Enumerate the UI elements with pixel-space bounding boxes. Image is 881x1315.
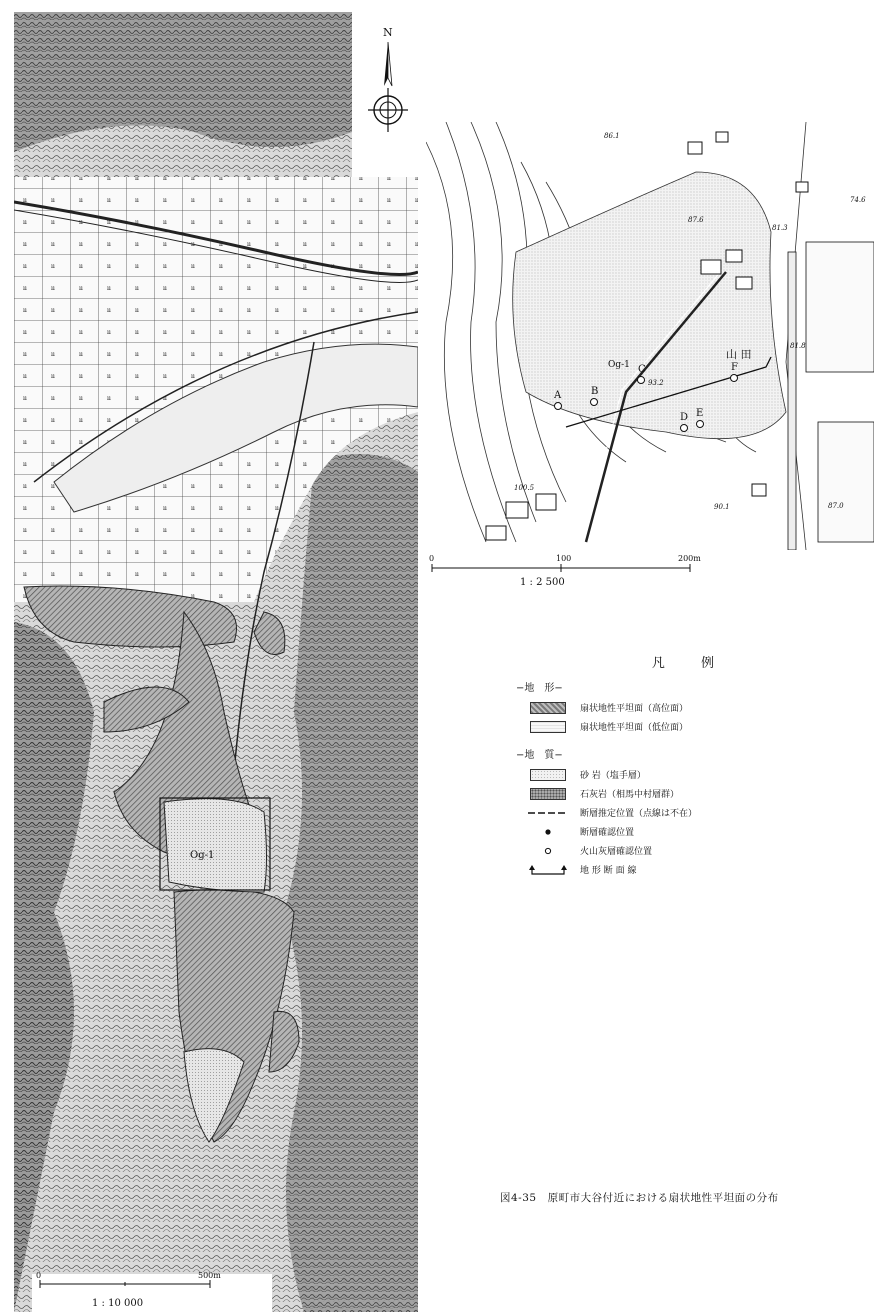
legend-item-volcanic-ash: [516, 841, 856, 860]
legend-label: 砂 岩（塩手層）: [580, 771, 646, 781]
legend-item-fault-inferred: [516, 803, 856, 822]
elev-label: 81.3: [772, 224, 788, 232]
inset-scale-mid: 100: [556, 554, 572, 563]
elev-label: 100.5: [514, 484, 535, 492]
elev-label: 87.6: [688, 216, 704, 224]
legend-item-section-line: [516, 860, 856, 879]
high-fan-swatch-icon: [530, 702, 566, 714]
main-scale-ratio: 1 : 10 000: [92, 1298, 144, 1309]
legend-terrain-header: −地 形−: [516, 683, 563, 694]
figure-caption: 図4-35 原町市大谷付近における扇状地性平坦面の分布: [500, 1192, 779, 1204]
elev-label: 93.2: [648, 379, 664, 387]
point-label-a: A: [554, 390, 562, 401]
inset-place-label: 山 田: [726, 348, 752, 361]
elev-label: 74.6: [850, 196, 866, 204]
inset-scale-bar: [426, 552, 716, 592]
point-label-b: B: [591, 386, 599, 397]
legend-item-sandstone: [516, 765, 856, 784]
main-map-og1-label: Og-1: [190, 850, 215, 861]
point-label-c: C: [638, 364, 646, 375]
limestone-swatch-icon: [530, 788, 566, 800]
legend-item-high-fan: [516, 698, 856, 717]
map-legend: [516, 652, 856, 879]
main-scale-start: 0: [36, 1271, 42, 1280]
legend-item-limestone: [516, 784, 856, 803]
north-label: N: [383, 26, 393, 39]
legend-item-low-fan: [516, 717, 856, 736]
main-scale-end: 500m: [198, 1271, 221, 1280]
inset-scale-end: 200m: [678, 554, 701, 563]
main-topographic-map: [14, 12, 418, 1312]
low-fan-swatch-icon: [530, 721, 566, 733]
inset-scale-start: 0: [429, 554, 435, 563]
open-circle-icon: [528, 846, 568, 856]
legend-label: 断層確認位置: [580, 828, 635, 838]
point-label-d: D: [680, 412, 689, 423]
inset-og1-label: Og-1: [608, 360, 630, 370]
legend-label: 扇状地性平坦面（低位面）: [580, 723, 689, 733]
legend-label: 石灰岩（相馬中村層群）: [580, 790, 680, 800]
legend-title: 凡 例: [651, 656, 731, 671]
elev-label: 87.0: [828, 502, 844, 510]
legend-label: 火山灰層確認位置: [580, 847, 653, 857]
legend-label: 地 形 断 面 線: [580, 866, 637, 876]
legend-geology-header: −地 質−: [516, 750, 563, 761]
north-arrow-icon: [360, 26, 416, 134]
elev-label: 86.1: [604, 132, 620, 140]
filled-dot-icon: [528, 827, 568, 837]
point-label-f: F: [731, 362, 738, 373]
dashed-line-icon: [528, 809, 568, 817]
inset-detail-map: [426, 122, 874, 550]
point-label-e: E: [696, 408, 704, 419]
elev-label: 81.8: [790, 342, 806, 350]
elev-label: 90.1: [714, 503, 730, 511]
section-line-icon: [528, 864, 568, 876]
sandstone-swatch-icon: [530, 769, 566, 781]
legend-label: 扇状地性平坦面（高位面）: [580, 704, 689, 714]
legend-item-fault-confirmed: [516, 822, 856, 841]
inset-scale-ratio: 1 : 2 500: [520, 577, 565, 588]
legend-label: 断層推定位置（点線は不在）: [580, 809, 698, 819]
